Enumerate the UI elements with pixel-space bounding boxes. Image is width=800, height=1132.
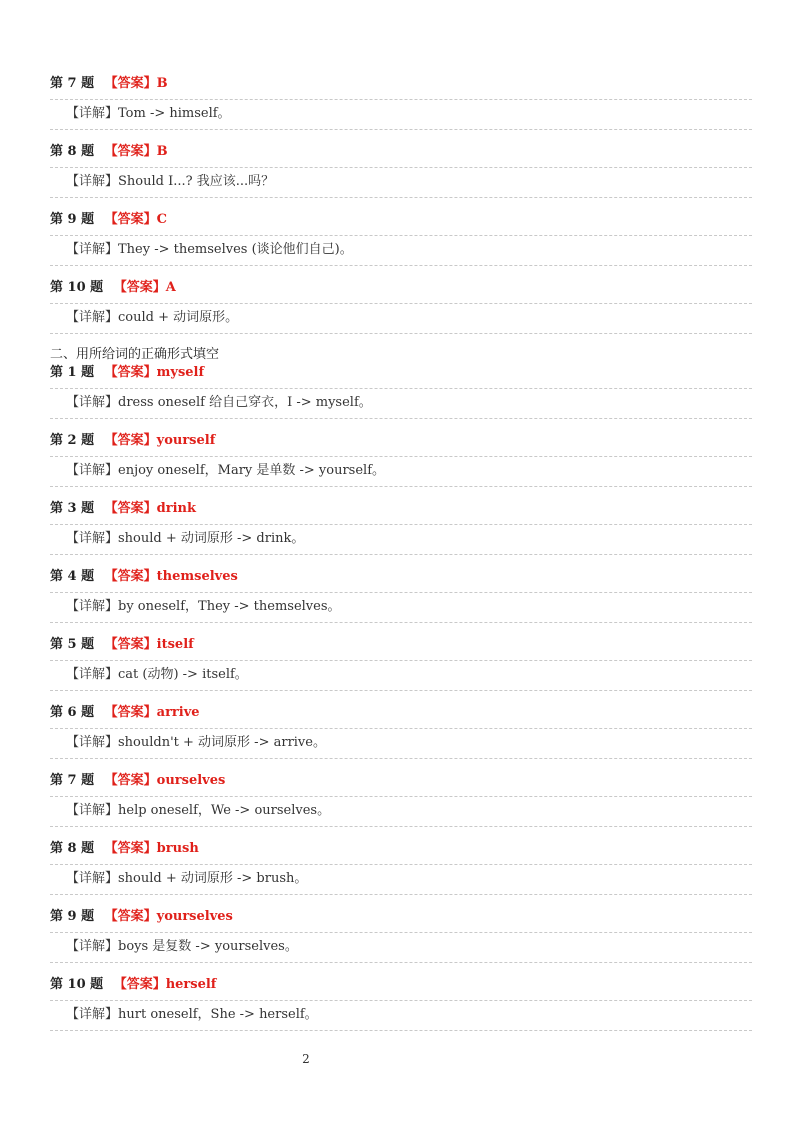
question-number: 第 9 题 (50, 909, 95, 924)
answer-value: yourselves (156, 909, 233, 924)
explanation-text: 【详解】should + 动词原形 -> brush。 (66, 871, 308, 886)
answer-value: itself (156, 637, 194, 652)
explanation-text: 【详解】Should I...? 我应该...吗？ (66, 174, 275, 189)
divider-line (50, 129, 752, 130)
page-number: 2 (302, 1052, 310, 1066)
answer-value: brush (156, 841, 199, 856)
answer-label: 【答案】 (104, 569, 157, 584)
divider-line (50, 758, 752, 759)
answer-value: myself (156, 365, 205, 380)
answer-label: 【答案】 (104, 705, 157, 720)
answer-value: themselves (156, 569, 238, 584)
explanation-text: 【详解】by oneself，They -> themselves。 (66, 599, 341, 614)
question-number: 第 2 题 (50, 433, 95, 448)
answer-value: yourself (156, 433, 216, 448)
divider-line (50, 388, 752, 389)
answer-value: B (156, 144, 168, 159)
divider-line (50, 418, 752, 419)
question-header (50, 568, 238, 586)
answer-value: C (156, 212, 168, 227)
answer-label: 【答案】 (113, 977, 166, 992)
answer-label: 【答案】 (113, 280, 166, 295)
answer-label: 【答案】 (104, 212, 157, 227)
answer-label: 【答案】 (104, 637, 157, 652)
explanation-text: 【详解】could + 动词原形。 (66, 310, 239, 325)
answer-value: herself (165, 977, 217, 992)
answer-value: arrive (156, 705, 200, 720)
question-number: 第 8 题 (50, 841, 95, 856)
divider-line (50, 622, 752, 623)
answer-label: 【答案】 (104, 76, 157, 91)
question-number: 第 4 题 (50, 569, 95, 584)
question-header (50, 211, 167, 229)
divider-line (50, 826, 752, 827)
divider-line (50, 728, 752, 729)
answer-value: ourselves (156, 773, 226, 788)
divider-line (50, 167, 752, 168)
question-header (50, 500, 196, 518)
divider-line (50, 592, 752, 593)
question-header (50, 364, 204, 382)
question-header (50, 840, 199, 858)
answer-label: 【答案】 (104, 773, 157, 788)
explanation-text: 【详解】enjoy oneself，Mary 是单数 -> yourself。 (66, 463, 386, 478)
answer-label: 【答案】 (104, 909, 157, 924)
explanation-text: 【详解】shouldn't + 动词原形 -> arrive。 (66, 735, 326, 750)
question-header (50, 75, 168, 93)
explanation-text: 【详解】Tom -> himself。 (66, 106, 231, 121)
explanation-text: 【详解】help oneself，We -> ourselves。 (66, 803, 331, 818)
explanation-text: 【详解】hurt oneself，She -> herself。 (66, 1007, 318, 1022)
explanation-text: 【详解】They -> themselves (谈论他们自己)。 (66, 242, 353, 257)
answer-label: 【答案】 (104, 144, 157, 159)
question-header (50, 432, 215, 450)
divider-line (50, 796, 752, 797)
divider-line (50, 486, 752, 487)
question-number: 第 5 题 (50, 637, 95, 652)
question-number: 第 10 题 (50, 280, 104, 295)
divider-line (50, 456, 752, 457)
divider-line (50, 962, 752, 963)
divider-line (50, 1000, 752, 1001)
question-header (50, 704, 200, 722)
question-number: 第 7 题 (50, 76, 95, 91)
divider-line (50, 333, 752, 334)
answer-label: 【答案】 (104, 841, 157, 856)
explanation-text: 【详解】cat (动物) -> itself。 (66, 667, 248, 682)
question-number: 第 9 题 (50, 212, 95, 227)
divider-line (50, 99, 752, 100)
question-number: 第 10 题 (50, 977, 104, 992)
question-number: 第 6 题 (50, 705, 95, 720)
question-number: 第 3 题 (50, 501, 95, 516)
question-header (50, 908, 233, 926)
explanation-text: 【详解】should + 动词原形 -> drink。 (66, 531, 305, 546)
answer-label: 【答案】 (104, 365, 157, 380)
question-number: 第 7 题 (50, 773, 95, 788)
divider-line (50, 690, 752, 691)
answer-value: B (156, 76, 168, 91)
section-title: 二、用所给词的正确形式填空 (50, 347, 220, 362)
divider-line (50, 197, 752, 198)
divider-line (50, 864, 752, 865)
divider-line (50, 894, 752, 895)
divider-line (50, 265, 752, 266)
divider-line (50, 554, 752, 555)
question-header (50, 772, 225, 790)
explanation-text: 【详解】dress oneself 给自己穿衣，I -> myself。 (66, 395, 372, 410)
answer-value: drink (156, 501, 196, 516)
divider-line (50, 660, 752, 661)
divider-line (50, 235, 752, 236)
divider-line (50, 524, 752, 525)
answer-label: 【答案】 (104, 501, 157, 516)
divider-line (50, 1030, 752, 1031)
question-header (50, 636, 194, 654)
question-header (50, 976, 216, 994)
question-number: 第 8 题 (50, 144, 95, 159)
divider-line (50, 932, 752, 933)
question-number: 第 1 题 (50, 365, 95, 380)
answer-label: 【答案】 (104, 433, 157, 448)
question-header (50, 143, 168, 161)
explanation-text: 【详解】boys 是复数 -> yourselves。 (66, 939, 298, 954)
answer-value: A (165, 280, 176, 295)
question-header (50, 279, 176, 297)
divider-line (50, 303, 752, 304)
